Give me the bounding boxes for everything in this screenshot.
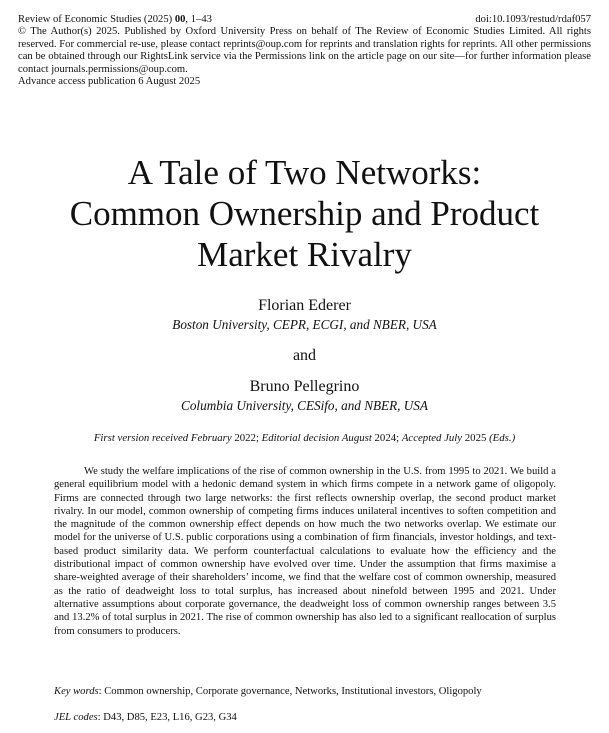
- journal-header: [18, 14, 591, 88]
- author-separator: and: [292, 347, 317, 364]
- title-line-1: A Tale of Two Networks:: [127, 153, 482, 192]
- affiliation-2: Columbia University, CESifo, and NBER, USA: [181, 398, 428, 413]
- keywords-label: Key words: [54, 686, 99, 697]
- decision-year: 2024;: [371, 432, 402, 444]
- eds: (Eds.): [489, 432, 516, 444]
- jel-label: JEL codes: [54, 712, 98, 723]
- header-row: [18, 14, 591, 26]
- abstract: We study the welfare implications of the rise of common ownership in the U.S. from 1995 to 2021. We build a general equilibrium model with a hedonic demand system in which firms compete in a network game of oligopoly. Firms are connected through two large networks: the first reflects ownership overlap, the second product market rivalry. In our model, common ownership of competing firms induces unilateral incentives to soften competition and the magnitude of the common ownership effect depends on how much the two networks overlap. We estimate our model for the universe of U.S. public corporations using a combination of firm financials, investor holdings, and text-based product similarity data. We perform counterfactual calculations to evaluate how the efficiency and the distributional impact of common ownership have evolved over time. Under the assumption that firms maximise a share-weighted average of their shareholders’ income, we find that the welfare cost of common ownership, measured as the ratio of deadweight loss to total surplus, has increased about ninefold between 1995 and 2021. Under alternative assumptions about corporate governance, the deadweight loss of common ownership ranges between 3.5 and 13.2% of total surplus in 2021. The rise of common ownership has also led to a significant reallocation of surplus from consumers to producers.: [54, 466, 556, 637]
- copyright-notice: © The Author(s) 2025. Published by Oxford University Press on behalf of The Review of Economic Studies Limited. All rights reserved. For commercial re-use, please contact reprints@oup.com for reprints and translation rights for reprints. All other permissions can be obtained through our RightsLink service via the Permissions link on the article page on our site—for further information please contact journals.permissions@oup.com.: [18, 26, 591, 75]
- title-line-3: Market Rivalry: [197, 235, 412, 274]
- keywords: [54, 686, 574, 697]
- received-dates: [0, 432, 609, 444]
- volume: 00: [174, 14, 186, 25]
- first-version-label: First version received February: [93, 432, 232, 444]
- paper-title: [0, 152, 609, 275]
- first-version-year: 2022;: [231, 432, 262, 444]
- pages: , 1–43: [185, 14, 212, 25]
- journal-name: Review of Economic Studies (2025): [18, 14, 173, 25]
- author-block: [0, 296, 609, 415]
- decision-label: Editorial decision August: [261, 432, 372, 444]
- citation: [18, 14, 212, 26]
- accepted-year: 2025: [462, 432, 490, 444]
- title-line-2: Common Ownership and Product: [69, 194, 540, 233]
- jel-text: : D43, D85, E23, L16, G23, G34: [97, 712, 237, 723]
- jel-codes: [54, 712, 574, 723]
- affiliation-1: Boston University, CEPR, ECGI, and NBER, USA: [172, 317, 437, 332]
- keywords-text: : Common ownership, Corporate governance, Networks, Institutional investors, Oligopoly: [98, 686, 482, 697]
- author-1: Florian Ederer: [258, 297, 351, 314]
- doi[interactable]: doi:10.1093/restud/rdaf057: [475, 14, 591, 25]
- accepted-label: Accepted July: [401, 432, 463, 444]
- advance-access: Advance access publication 6 August 2025: [18, 76, 201, 88]
- author-2: Bruno Pellegrino: [249, 378, 360, 395]
